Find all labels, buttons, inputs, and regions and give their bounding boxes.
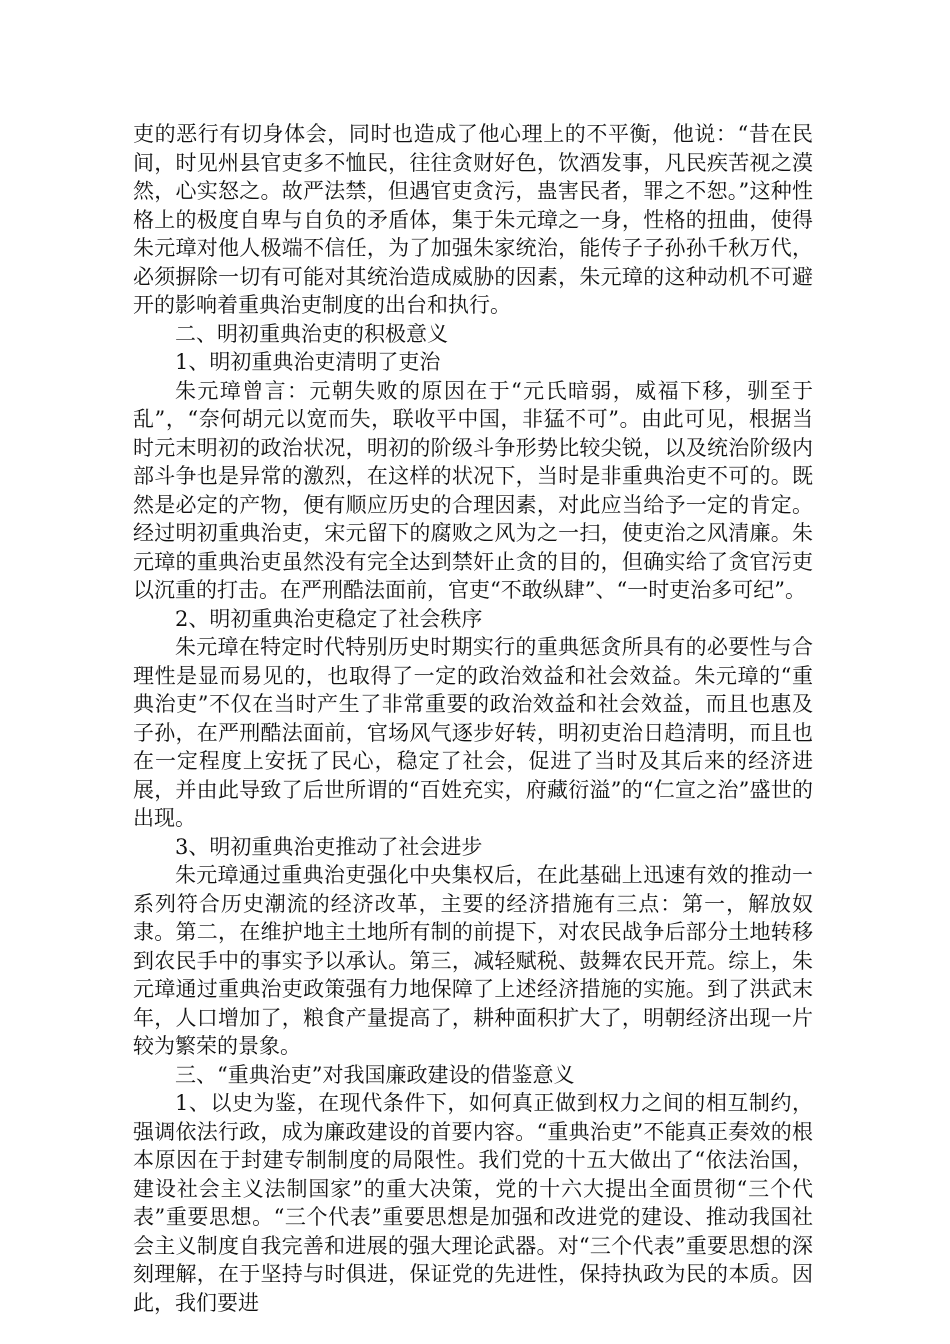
paragraph-2-3: 朱元璋通过重典治吏强化中央集权后，在此基础上迅速有效的推动一系列符合历史潮流的经济改革，主要的经济措施有三点：第一，解放奴隶。第二，在维护地主土地所有制的前提下，对农民战争后部分土地转移到农民手中的事实予以承认。第三，减轻赋税、鼓舞农民开荒。综上，朱元璋通过重典治吏政策强有力地保障了上述经济措施的实施。到了洪武末年，人口增加了，粮食产量提高了，耕种面积扩大了，明朝经济出现一片较为繁荣的景象。: [133, 863, 813, 1058]
subheading-2-2: 2、明初重典治吏稳定了社会秩序: [175, 606, 483, 631]
subheading-2-1: 1、明初重典治吏清明了吏治: [175, 350, 441, 374]
section-heading-2: 二、明初重典治吏的积极意义: [175, 321, 448, 346]
subheading-2-3: 3、明初重典治吏推动了社会进步: [175, 834, 483, 859]
paragraph-2-2: 朱元璋在特定时代特别历史时期实行的重典惩贪所具有的必要性与合理性是显而易见的，也取得了一定的政治效益和社会效益。朱元璋的“重典治吏”不仅在当时产生了非常重要的政治效益和社会效益，而且也惠及子孙，在严刑酷法面前，官场风气逐步好转，明初吏治日趋清明，而且也在一定程度上安抚了民心，稳定了社会，促进了当时及其后来的经济进展，并由此导致了后世所谓的“百姓充实，府藏衍溢”的“仁宣之治”盛世的出现。: [133, 635, 813, 830]
document-body: [133, 120, 813, 1317]
paragraph-2-1: 朱元璋曾言：元朝失败的原因在于“元氏暗弱，威福下移，驯至于乱”，“奈何胡元以宽而失，联收平中国，非猛不可”。由此可见，根据当时元末明初的政治状况，明初的阶级斗争形势比较尖锐，以及统治阶级内部斗争也是异常的激烈，在这样的状况下，当时是非重典治吏不可的。既然是必定的产物，便有顺应历史的合理因素，对此应当给予一定的肯定。经过明初重典治吏，宋元留下的腐败之风为之一扫，使吏治之风清廉。朱元璋的重典治吏虽然没有完全达到禁奸止贪的目的，但确实给了贪官污吏以沉重的打击。在严刑酷法面前，官吏“不敢纵肆”、“一时吏治多可纪”。: [133, 378, 813, 602]
section-heading-3: 三、“重典治吏”对我国廉政建设的借鉴意义: [175, 1062, 575, 1087]
paragraph-intro-continuation: 吏的恶行有切身体会，同时也造成了他心理上的不平衡，他说：“昔在民间，时见州县官吏多不恤民，往往贪财好色，饮酒发事，凡民疾苦视之漠然，心实怒之。故严法禁，但遇官吏贪污，蛊害民者，罪之不恕。”这种性格上的极度自卑与自负的矛盾体，集于朱元璋之一身，性格的扭曲，使得朱元璋对他人极端不信任，为了加强朱家统治，能传子子孙孙千秋万代，必须摒除一切有可能对其统治造成威胁的因素，朱元璋的这种动机不可避开的影响着重典治吏制度的出台和执行。: [133, 122, 813, 317]
paragraph-3-1: 1、以史为鉴，在现代条件下，如何真正做到权力之间的相互制约，强调依法行政，成为廉政建设的首要内容。“重典治吏”不能真正奏效的根本原因在于封建专制制度的局限性。我们党的十五大做出了“依法治国，建设社会主义法制国家”的重大决策，党的十六大提出全面贯彻“三个代表”重要思想。“三个代表”重要思想是加强和改进党的建设、推动我国社会主义制度自我完善和进展的强大理论武器。对“三个代表”重要思想的深刻理解，在于坚持与时俱进，保证党的先进性，保持执政为民的本质。因此，我们要进: [133, 1091, 813, 1315]
